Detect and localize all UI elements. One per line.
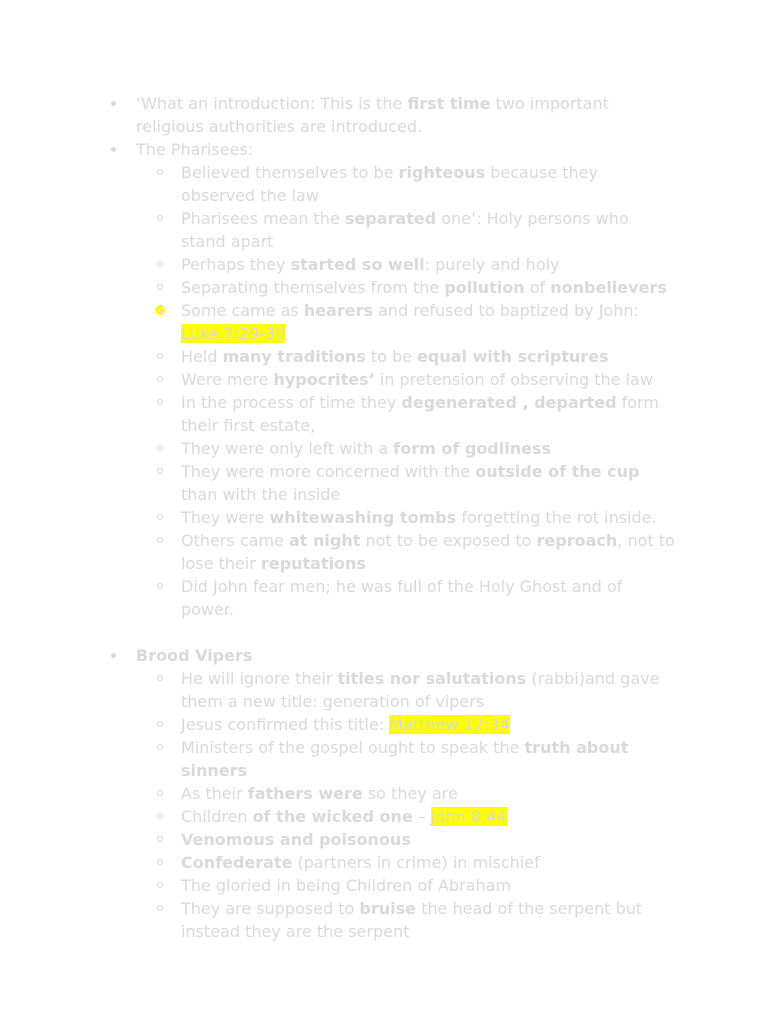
- sub-list-item: [0, 299, 768, 345]
- text-run: Believed themselves to be: [181, 163, 399, 182]
- bold-text: hypocrites’: [273, 370, 375, 389]
- text-run: , not to lose their: [181, 531, 675, 573]
- text-run: than with the inside: [181, 485, 341, 504]
- circle-bullet-icon: [157, 721, 163, 727]
- sub-list-item: [0, 437, 768, 460]
- bold-text: degenerated , departed: [401, 393, 617, 412]
- circle-bullet-icon: [157, 399, 163, 405]
- sub-list-item: [0, 575, 768, 621]
- sub-list-item: [0, 207, 768, 253]
- bold-text: separated: [344, 209, 437, 228]
- circle-bullet-icon: [157, 353, 163, 359]
- text-run: The Pharisees:: [136, 140, 254, 159]
- bold-text: hearers: [303, 301, 374, 320]
- text-run: Ministers of the gospel ought to speak the: [181, 738, 525, 757]
- sub-list-item: [0, 713, 768, 736]
- bold-text: whitewashing tombs: [269, 508, 457, 527]
- circle-bullet-icon: [157, 514, 163, 520]
- bold-text: fathers were: [247, 784, 363, 803]
- text-run: They were: [181, 508, 270, 527]
- text-run: form their first estate,: [181, 393, 659, 435]
- bold-text: truth about sinners: [181, 738, 629, 780]
- bold-text: righteous: [398, 163, 486, 182]
- list-item: [0, 92, 768, 138]
- text-run: Separating themselves from the: [181, 278, 445, 297]
- sub-list-item: [0, 805, 768, 828]
- bold-text: reproach: [536, 531, 618, 550]
- disc-bullet-icon: [111, 653, 116, 658]
- sub-list-item: [0, 874, 768, 897]
- bold-text: bruise: [359, 899, 417, 918]
- text-run: –: [412, 807, 431, 826]
- circle-bullet-icon: [157, 583, 163, 589]
- sub-list-item: [0, 161, 768, 207]
- text-run: Did John fear men; he was full of the Holy Ghost and of power.: [181, 577, 623, 619]
- bold-text: titles nor salutations: [337, 669, 527, 688]
- sub-list-item: [0, 828, 768, 851]
- text-run: Some came as: [181, 301, 304, 320]
- disc-bullet-icon: [111, 147, 116, 152]
- bold-text: at night: [288, 531, 361, 550]
- circle-bullet-icon: [157, 836, 163, 842]
- text-run: and refused to baptized by John:: [373, 301, 639, 320]
- text-run: the head of the serpent but instead they are the serpent: [181, 899, 643, 941]
- sub-list-item: [0, 368, 768, 391]
- text-run: one’: Holy persons who stand apart: [181, 209, 629, 251]
- outline-list: [0, 92, 768, 943]
- text-run: Children: [181, 807, 253, 826]
- text-run: He will ignore their: [181, 669, 338, 688]
- document-page: [0, 92, 768, 943]
- text-run: : purely and holy: [424, 255, 560, 274]
- text-run: They are supposed to: [181, 899, 360, 918]
- text-run: of: [524, 278, 551, 297]
- circle-bullet-icon: [157, 882, 163, 888]
- spacer: [0, 621, 768, 644]
- section-heading: [0, 644, 768, 667]
- sub-list-item: [0, 529, 768, 575]
- circle-bullet-icon: [157, 905, 163, 911]
- bold-text: nonbelievers: [550, 278, 667, 297]
- bold-text: Venomous and poisonous: [181, 830, 411, 849]
- text-run: (partners in crime) in mischief: [292, 853, 540, 872]
- circle-bullet-icon: [157, 537, 163, 543]
- text-run: They were more concerned with the: [181, 462, 476, 481]
- circle-bullet-icon: [157, 468, 163, 474]
- text-run: In the process of time they: [181, 393, 402, 412]
- circle-bullet-icon: [157, 169, 163, 175]
- sub-list-item: [0, 253, 768, 276]
- text-run: not to be exposed to: [360, 531, 537, 550]
- text-run: The gloried in being Children of Abraham: [181, 876, 512, 895]
- circle-bullet-icon: [157, 675, 163, 681]
- bold-text: many traditions: [222, 347, 366, 366]
- bold-text: Brood Vipers: [136, 646, 253, 665]
- circle-bullet-icon: [157, 859, 163, 865]
- text-run: ‘What an introduction: This is the: [136, 94, 408, 113]
- text-run: Jesus confirmed this title:: [181, 715, 390, 734]
- circle-bullet-icon: [157, 261, 163, 267]
- scripture-reference: John 8:44: [430, 807, 507, 826]
- bold-text: started so well: [290, 255, 425, 274]
- bold-text: outside of the cup: [475, 462, 640, 481]
- bold-text: first time: [407, 94, 491, 113]
- text-run: As their: [181, 784, 248, 803]
- text-run: to be: [365, 347, 418, 366]
- sub-list-item: [0, 506, 768, 529]
- circle-bullet-icon: [157, 813, 163, 819]
- circle-bullet-icon: [157, 445, 163, 451]
- sub-list-item: [0, 667, 768, 713]
- text-run: in pretension of observing the law: [374, 370, 653, 389]
- circle-bullet-icon: [157, 307, 163, 313]
- sub-list-item: [0, 897, 768, 943]
- text-run: because they observed the law: [181, 163, 598, 205]
- text-run: Others came: [181, 531, 289, 550]
- text-run: Perhaps they: [181, 255, 291, 274]
- circle-bullet-icon: [157, 790, 163, 796]
- text-run: (rabbi)and gave them a new title: generation of vipers: [181, 669, 660, 711]
- bold-text: reputations: [260, 554, 366, 573]
- text-run: They were only left with a: [181, 439, 394, 458]
- scripture-reference: Matthew 12:34: [389, 715, 510, 734]
- text-run: Were mere: [181, 370, 274, 389]
- bold-text: pollution: [444, 278, 525, 297]
- text-run: Held: [181, 347, 223, 366]
- circle-bullet-icon: [157, 744, 163, 750]
- sub-list-item: [0, 851, 768, 874]
- section-heading: [0, 138, 768, 161]
- bold-text: equal with scriptures: [417, 347, 609, 366]
- sub-list-item: [0, 736, 768, 782]
- text-run: Pharisees mean the: [181, 209, 345, 228]
- text-run: two important religious authorities are introduced.: [136, 94, 609, 136]
- text-run: so they are: [362, 784, 458, 803]
- sub-list-item: [0, 345, 768, 368]
- scripture-reference: Luke 7:29-30: [181, 324, 286, 343]
- bold-text: Confederate: [181, 853, 293, 872]
- text-run: forgetting the rot inside.: [456, 508, 657, 527]
- circle-bullet-icon: [157, 215, 163, 221]
- sub-list-item: [0, 276, 768, 299]
- disc-bullet-icon: [111, 101, 116, 106]
- bold-text: form of godliness: [393, 439, 552, 458]
- sub-list-item: [0, 782, 768, 805]
- sub-list-item: [0, 391, 768, 437]
- circle-bullet-icon: [157, 376, 163, 382]
- sub-list-item: [0, 460, 768, 506]
- bold-text: of the wicked one: [252, 807, 413, 826]
- circle-bullet-icon: [157, 284, 163, 290]
